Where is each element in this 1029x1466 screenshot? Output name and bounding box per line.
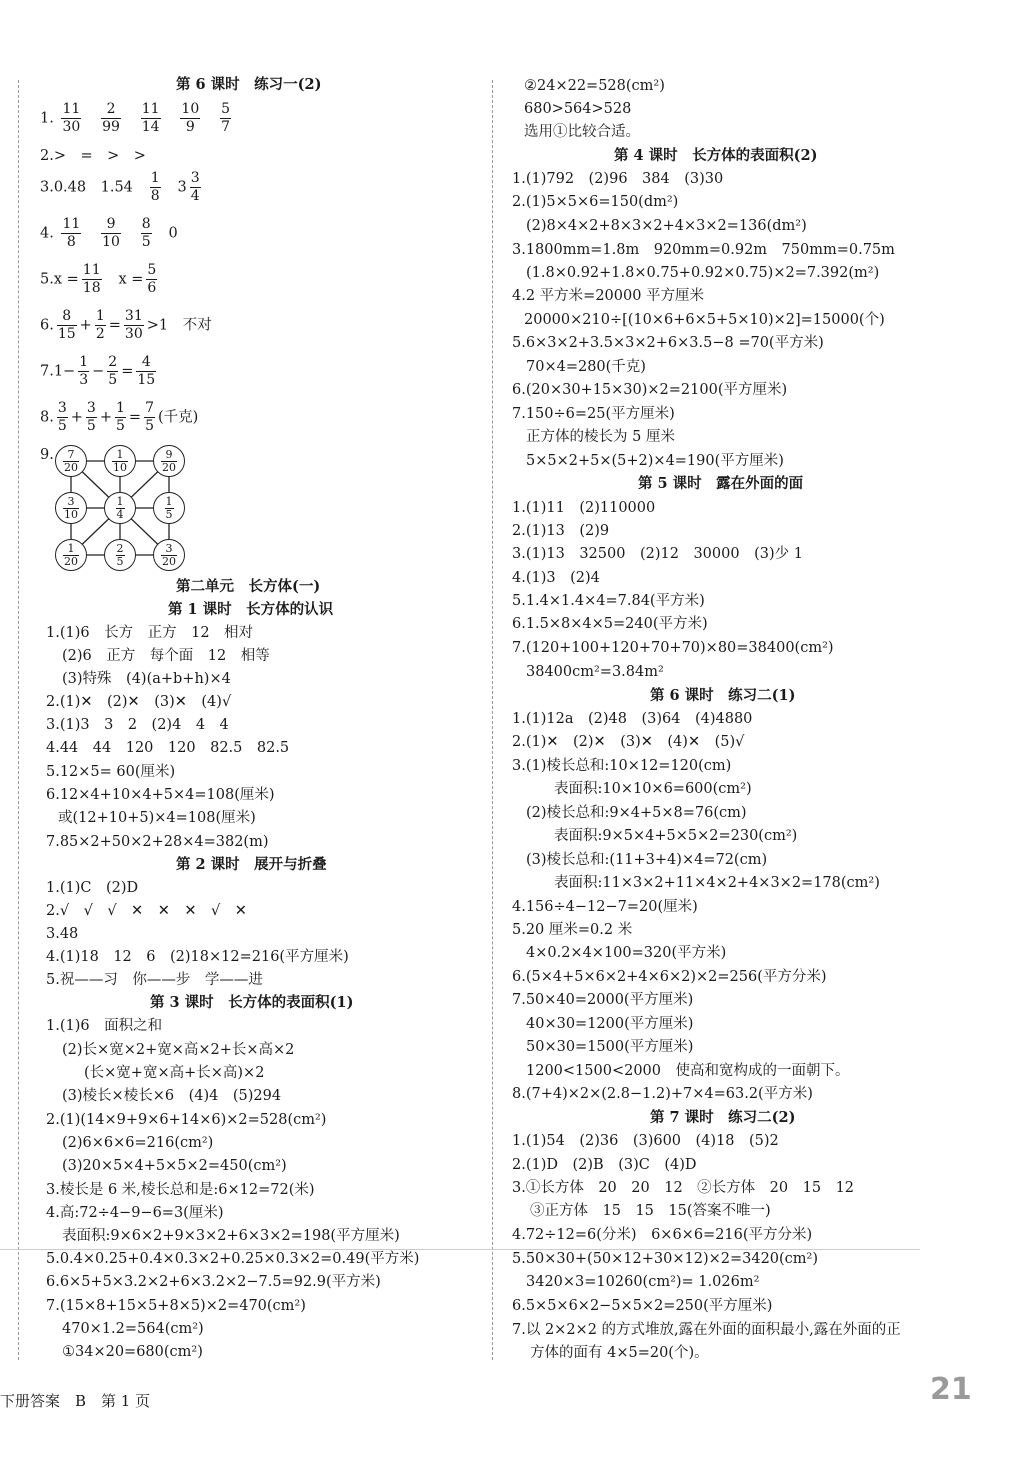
grid-cell: $\frac{3}{20}$ bbox=[153, 539, 185, 571]
answer-line: 2.(1)D (2)B (3)C (4)D bbox=[512, 1157, 697, 1173]
answer-1: 1. $\frac{11}{30}$ $\frac{2}{99}$ $\frac{11}{14}$ $\frac{10}{9}$ $\frac{5}{7}$ bbox=[40, 101, 230, 135]
answer-line: (2)6 正方 每个面 12 相等 bbox=[62, 648, 270, 664]
answer-line: 3.①长方体 20 20 12 ②长方体 20 15 12 bbox=[512, 1180, 855, 1196]
grid-cell: $\frac{1}{4}$ bbox=[104, 492, 136, 524]
answer-8: 8. $\frac{3}{5}$ + $\frac{3}{5}$ + $\frac{1}{5}$ = $\frac{7}{5}$ (千克) bbox=[40, 400, 199, 434]
answer-line: 5.50×30+(50×12+30×12)×2=3420(cm²) bbox=[512, 1251, 819, 1267]
answer-line: 3.1800mm=1.8m 920mm=0.92m 750mm=0.75m bbox=[512, 242, 895, 258]
answer-5: 5.x = $\frac{11}{18}$ x = $\frac{5}{6}$ bbox=[40, 262, 157, 296]
answer-line: 3.(1)13 32500 (2)12 30000 (3)少 1 bbox=[512, 546, 803, 562]
lesson-heading: 第 6 课时 练习一(2) bbox=[176, 76, 322, 93]
answer-line: 6.12×4+10×4+5×4=108(厘米) bbox=[46, 787, 275, 803]
answer-line: 选用①比较合适。 bbox=[524, 124, 640, 140]
footer-label: 下册答案 B 第 1 页 bbox=[0, 1392, 151, 1410]
answer-line: 1.(1)54 (2)36 (3)600 (4)18 (5)2 bbox=[512, 1133, 779, 1149]
answer-line: ③正方体 15 15 15(答案不唯一) bbox=[530, 1203, 771, 1219]
answer-line: 1.(1)6 面积之和 bbox=[46, 1018, 163, 1034]
answer-line: 4.(1)18 12 6 (2)18×12=216(平方厘米) bbox=[46, 949, 349, 965]
fraction-grid-diagram bbox=[55, 444, 185, 572]
lesson-heading: 第 4 课时 长方体的表面积(2) bbox=[614, 147, 818, 164]
answer-line: (2)8×4×2+8×3×2+4×3×2=136(dm²) bbox=[526, 218, 807, 234]
answer-line: 3.48 bbox=[46, 926, 79, 942]
answer-line: 2.(1)(14×9+9×6+14×6)×2=528(cm²) bbox=[46, 1112, 327, 1128]
answer-line: 6.(5×4+5×6×2+4×6×2)×2=256(平方分米) bbox=[512, 969, 827, 985]
grid-cell: $\frac{1}{10}$ bbox=[104, 445, 136, 477]
answer-line: 1.(1)6 长方 正方 12 相对 bbox=[46, 625, 254, 641]
answer-line: 1.(1)C (2)D bbox=[46, 880, 139, 896]
answer-line: 2.(1)13 (2)9 bbox=[512, 523, 610, 539]
answer-9-label: 9. bbox=[40, 447, 54, 463]
answer-line: 1.(1)12a (2)48 (3)64 (4)4880 bbox=[512, 711, 753, 727]
answer-line: 40×30=1200(平方厘米) bbox=[526, 1016, 694, 1032]
answer-line: (3)棱长×棱长×6 (4)4 (5)294 bbox=[62, 1088, 282, 1104]
answer-line: 4×0.2×4×100=320(平方米) bbox=[526, 945, 727, 961]
lesson-heading: 第 7 课时 练习二(2) bbox=[650, 1109, 796, 1126]
answer-line: 5.0.4×0.25+0.4×0.3×2+0.25×0.3×2=0.49(平方米) bbox=[46, 1251, 420, 1267]
column-divider bbox=[492, 80, 493, 1360]
answer-2: 2.> = > > bbox=[40, 148, 146, 164]
answer-line: 70×4=280(千克) bbox=[526, 359, 646, 375]
answer-line: 方体的面有 4×5=20(个)。 bbox=[530, 1345, 709, 1361]
answer-line: (3)棱长总和:(11+3+4)×4=72(cm) bbox=[526, 852, 768, 868]
answer-line: 2.√ √ √ ✕ ✕ ✕ √ ✕ bbox=[46, 903, 247, 919]
answer-line: 1.(1)11 (2)110000 bbox=[512, 500, 656, 516]
answer-line: 3420×3=10260(cm²)= 1.026m² bbox=[526, 1274, 760, 1290]
answer-line: 表面积:9×6×2+9×3×2+6×3×2=198(平方厘米) bbox=[62, 1228, 400, 1244]
answer-line: (1.8×0.92+1.8×0.75+0.92×0.75)×2=7.392(m²) bbox=[526, 265, 880, 281]
answer-line: 1200<1500<2000 使高和宽构成的一面朝下。 bbox=[526, 1063, 850, 1079]
answer-line: 3.(1)3 3 2 (2)4 4 4 bbox=[46, 717, 229, 733]
answer-line: 6.1.5×8×4×5=240(平方米) bbox=[512, 616, 708, 632]
answer-line: (3)特殊 (4)(a+b+h)×4 bbox=[62, 671, 231, 687]
answer-line: 正方体的棱长为 5 厘米 bbox=[526, 429, 675, 445]
answer-line: 7.以 2×2×2 的方式堆放,露在外面的面积最小,露在外面的正 bbox=[512, 1322, 901, 1338]
grid-cell: $\frac{2}{5}$ bbox=[104, 539, 136, 571]
answer-line: 470×1.2=564(cm²) bbox=[62, 1321, 204, 1337]
answer-line: ①34×20=680(cm²) bbox=[62, 1344, 203, 1360]
answer-line: 8.(7+4)×2×(2.8−1.2)+7×4=63.2(平方米) bbox=[512, 1086, 813, 1102]
answer-6: 6. $\frac{8}{15}$ + $\frac{1}{2}$ = $\frac{31}{30}$ >1 不对 bbox=[40, 308, 212, 342]
answer-line: 5.1.4×1.4×4=7.84(平方米) bbox=[512, 593, 705, 609]
answer-line: (长×宽+宽×高+长×高)×2 bbox=[84, 1065, 265, 1081]
answer-line: 5.12×5= 60(厘米) bbox=[46, 764, 176, 780]
answer-line: 6.5×5×6×2−5×5×2=250(平方厘米) bbox=[512, 1298, 773, 1314]
answer-line: 4.(1)3 (2)4 bbox=[512, 570, 600, 586]
answer-line: ②24×22=528(cm²) bbox=[524, 78, 665, 94]
answer-line: 50×30=1500(平方厘米) bbox=[526, 1039, 694, 1055]
answer-4: 4. $\frac{11}{8}$ $\frac{9}{10}$ $\frac{8}{5}$ 0 bbox=[40, 216, 178, 250]
answer-line: 5.20 厘米=0.2 米 bbox=[512, 922, 633, 938]
left-margin-line bbox=[18, 80, 19, 1360]
answer-line: 或(12+10+5)×4=108(厘米) bbox=[58, 810, 256, 826]
answer-line: 2.(1)✕ (2)✕ (3)✕ (4)✕ (5)√ bbox=[512, 734, 745, 750]
answer-line: 4.高:72÷4−9−6=3(厘米) bbox=[46, 1205, 224, 1221]
answer-3: 3.0.48 1.54 $\frac{1}{8}$ 3 $\frac{3}{4}$ bbox=[40, 170, 200, 204]
lesson-heading: 第 5 课时 露在外面的面 bbox=[638, 475, 804, 492]
answer-line: 7.150÷6=25(平方厘米) bbox=[512, 406, 675, 422]
answer-line: 7.(120+100+120+70+70)×80=38400(cm²) bbox=[512, 640, 834, 656]
answer-line: 表面积:10×10×6=600(cm²) bbox=[554, 781, 752, 797]
answer-line: 7.(15×8+15×5+8×5)×2=470(cm²) bbox=[46, 1298, 306, 1314]
answer-line: 1.(1)792 (2)96 384 (3)30 bbox=[512, 171, 724, 187]
answer-line: (3)20×5×4+5×5×2=450(cm²) bbox=[62, 1158, 287, 1174]
lesson-heading: 第 6 课时 练习二(1) bbox=[650, 687, 796, 704]
answer-line: 3.棱长是 6 米,棱长总和是:6×12=72(米) bbox=[46, 1182, 315, 1198]
lesson-heading: 第 2 课时 展开与折叠 bbox=[176, 856, 327, 873]
answer-line: (2)长×宽×2+宽×高×2+长×高×2 bbox=[62, 1042, 295, 1058]
answer-line: 2.(1)5×5×6=150(dm²) bbox=[512, 194, 679, 210]
grid-cell: $\frac{1}{5}$ bbox=[153, 492, 185, 524]
answer-line: 5.祝——习 你——步 学——进 bbox=[46, 972, 263, 988]
answer-line: 4.156÷4−12−7=20(厘米) bbox=[512, 899, 698, 915]
answer-7: 7.1− $\frac{1}{3}$ − $\frac{2}{5}$ = $\frac{4}{15}$ bbox=[40, 354, 156, 388]
grid-cell: $\frac{3}{10}$ bbox=[55, 492, 87, 524]
answer-line: 表面积:11×3×2+11×4×2+4×3×2=178(cm²) bbox=[554, 875, 880, 891]
answer-line: 38400cm²=3.84m² bbox=[526, 664, 664, 680]
answer-line: 3.(1)棱长总和:10×12=120(cm) bbox=[512, 758, 732, 774]
answer-line: 6.6×5+5×3.2×2+6×3.2×2−7.5=92.9(平方米) bbox=[46, 1274, 381, 1290]
grid-cell: $\frac{9}{20}$ bbox=[153, 445, 185, 477]
answer-line: 5×5×2+5×(5+2)×4=190(平方厘米) bbox=[526, 453, 784, 469]
answer-line: 表面积:9×5×4+5×5×2=230(cm²) bbox=[554, 828, 798, 844]
answer-line: 6.(20×30+15×30)×2=2100(平方厘米) bbox=[512, 382, 788, 398]
answer-line: (2)6×6×6=216(cm²) bbox=[62, 1135, 214, 1151]
unit-heading: 第二单元 长方体(一) bbox=[176, 578, 321, 595]
grid-cell: $\frac{7}{20}$ bbox=[55, 445, 87, 477]
answer-line: 5.6×3×2+3.5×3×2+6×3.5−8 =70(平方米) bbox=[512, 335, 824, 351]
answer-line: 2.(1)✕ (2)✕ (3)✕ (4)√ bbox=[46, 694, 232, 710]
answer-line: 4.2 平方米=20000 平方厘米 bbox=[512, 288, 705, 304]
answer-line: 4.72÷12=6(分米) 6×6×6=216(平方分米) bbox=[512, 1227, 813, 1243]
answer-line: 680>564>528 bbox=[524, 101, 632, 117]
answer-line: (2)棱长总和:9×4+5×8=76(cm) bbox=[526, 805, 747, 821]
lesson-heading: 第 1 课时 长方体的认识 bbox=[168, 601, 334, 618]
answer-line: 20000×210÷[(10×6+6×5+5×10)×2]=15000(个) bbox=[524, 312, 885, 328]
answer-line: 7.50×40=2000(平方厘米) bbox=[512, 992, 694, 1008]
lesson-heading: 第 3 课时 长方体的表面积(1) bbox=[150, 994, 354, 1011]
answer-line: 7.85×2+50×2+28×4=382(m) bbox=[46, 834, 269, 850]
answer-line: 4.44 44 120 120 82.5 82.5 bbox=[46, 740, 290, 756]
grid-cell: $\frac{1}{20}$ bbox=[55, 539, 87, 571]
page-number: 21 bbox=[930, 1372, 972, 1407]
